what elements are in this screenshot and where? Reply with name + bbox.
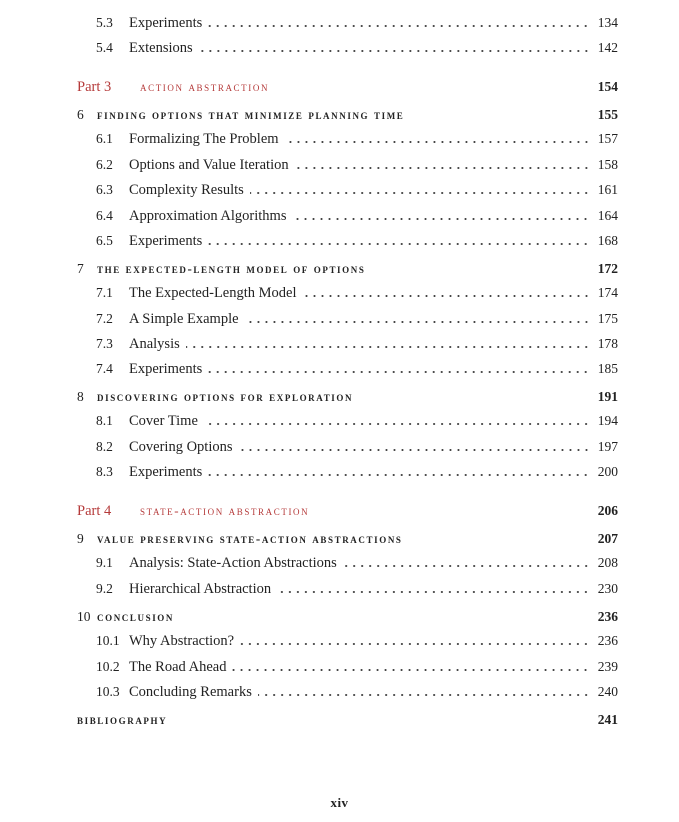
section-title: Covering Options [129, 439, 233, 455]
dot-leader [240, 639, 590, 649]
section-title: Concluding Remarks [129, 684, 252, 700]
toc-entry-chapter[interactable] [77, 261, 618, 281]
toc-entry-bibliography[interactable] [77, 712, 618, 732]
section-title: Approximation Algorithms [129, 208, 287, 224]
section-title: The Road Ahead [129, 659, 227, 675]
dot-leader [250, 188, 590, 198]
section-title: Options and Value Iteration [129, 157, 289, 173]
page-number: 208 [597, 555, 618, 570]
toc-entry-section[interactable] [96, 464, 618, 484]
chapter-title: finding options that minimize planning time [97, 107, 405, 122]
dot-leader [208, 239, 590, 249]
chapter-number: 7 [77, 261, 84, 276]
page-number: 200 [597, 464, 618, 479]
toc-entry-part[interactable] [77, 79, 618, 99]
page-number: 155 [597, 107, 618, 122]
section-number: 6.4 [96, 208, 113, 223]
toc-entry-section[interactable] [96, 182, 618, 202]
dot-leader [295, 163, 590, 173]
section-number: 5.4 [96, 40, 113, 55]
section-title: Experiments [129, 15, 203, 31]
page-number: 174 [597, 285, 618, 300]
toc-entry-chapter[interactable] [77, 531, 618, 551]
toc-entry-section[interactable] [96, 659, 618, 679]
toc-entry-section[interactable] [96, 131, 618, 151]
section-title: A Simple Example [129, 311, 239, 327]
section-number: 6.5 [96, 233, 113, 248]
page-number: 240 [597, 684, 618, 699]
toc-entry-section[interactable] [96, 311, 618, 331]
toc-entry-part[interactable] [77, 503, 618, 523]
section-title: Complexity Results [129, 182, 244, 198]
toc-entry-chapter[interactable] [77, 107, 618, 127]
page-number: 154 [597, 79, 618, 94]
bibliography-title: bibliography [77, 712, 168, 727]
page-number: 168 [597, 233, 618, 248]
page-number: 142 [597, 40, 618, 55]
toc-entry-section[interactable] [96, 15, 618, 35]
chapter-number: 10 [77, 609, 91, 624]
section-number: 9.1 [96, 555, 113, 570]
part-title: state-action abstraction [140, 503, 310, 518]
section-number: 7.2 [96, 311, 113, 326]
dot-leader [245, 317, 590, 327]
toc-entry-section[interactable] [96, 439, 618, 459]
section-number: 7.1 [96, 285, 113, 300]
page-number: 158 [597, 157, 618, 172]
page-number: 172 [597, 261, 618, 276]
toc-entry-section[interactable] [96, 233, 618, 253]
section-number: 8.3 [96, 464, 113, 479]
chapter-number: 9 [77, 531, 84, 546]
toc-entry-section[interactable] [96, 581, 618, 601]
section-title: Extensions [129, 40, 193, 56]
dot-leader [204, 419, 590, 429]
page-number: 191 [597, 389, 618, 404]
section-title: Experiments [129, 464, 203, 480]
dot-leader [232, 665, 590, 675]
page-number: 197 [597, 439, 618, 454]
dot-leader [258, 690, 590, 700]
dot-leader [277, 587, 590, 597]
dot-leader [303, 291, 591, 301]
section-number: 7.3 [96, 336, 113, 351]
section-number: 6.1 [96, 131, 113, 146]
page-number: 134 [597, 15, 618, 30]
page-number: 175 [597, 311, 618, 326]
section-number: 10.3 [96, 684, 120, 699]
page-number: 236 [597, 609, 618, 624]
dot-leader [343, 561, 590, 571]
chapter-title: value preserving state-action abstractions [97, 531, 403, 546]
toc-entry-section[interactable] [96, 413, 618, 433]
section-number: 8.2 [96, 439, 113, 454]
chapter-title: conclusion [97, 609, 175, 624]
toc-entry-section[interactable] [96, 361, 618, 381]
part-number: Part 3 [77, 79, 112, 95]
page-number: 206 [597, 503, 618, 518]
page-number: 194 [597, 413, 618, 428]
section-number: 10.1 [96, 633, 120, 648]
section-number: 10.2 [96, 659, 120, 674]
section-number: 5.3 [96, 15, 113, 30]
toc-entry-section[interactable] [96, 336, 618, 356]
toc-entry-section[interactable] [96, 555, 618, 575]
chapter-number: 8 [77, 389, 84, 404]
toc-entry-section[interactable] [96, 633, 618, 653]
section-title: Hierarchical Abstraction [129, 581, 272, 597]
section-number: 6.3 [96, 182, 113, 197]
dot-leader [239, 445, 590, 455]
chapter-number: 6 [77, 107, 84, 122]
chapter-title: the expected-length model of options [97, 261, 366, 276]
page-number: 230 [597, 581, 618, 596]
page-number: 161 [597, 182, 618, 197]
dot-leader [208, 367, 590, 377]
toc-entry-chapter[interactable] [77, 609, 618, 629]
page-number: 236 [597, 633, 618, 648]
dot-leader [208, 21, 590, 31]
page-number: 157 [597, 131, 618, 146]
part-number: Part 4 [77, 503, 112, 519]
page-number: 178 [597, 336, 618, 351]
section-number: 7.4 [96, 361, 113, 376]
page-number: 207 [597, 531, 618, 546]
section-number: 6.2 [96, 157, 113, 172]
section-title: Why Abstraction? [129, 633, 235, 649]
section-number: 9.2 [96, 581, 113, 596]
section-title: Analysis: State-Action Abstractions [129, 555, 337, 571]
toc-entry-section[interactable] [96, 157, 618, 177]
toc-entry-section[interactable] [96, 208, 618, 228]
part-title: action abstraction [140, 79, 270, 94]
dot-leader [285, 137, 590, 147]
dot-leader [199, 46, 590, 56]
dot-leader [208, 470, 590, 480]
section-title: Experiments [129, 233, 203, 249]
dot-leader [292, 214, 590, 224]
page-folio: xiv [330, 795, 349, 810]
toc-entry-section[interactable] [96, 285, 618, 305]
page-number: 241 [597, 712, 618, 727]
toc-entry-section[interactable] [96, 40, 618, 60]
page-number: 185 [597, 361, 618, 376]
page-number: 239 [597, 659, 618, 674]
section-title: Analysis [129, 336, 180, 352]
section-title: Formalizing The Problem [129, 131, 279, 147]
section-number: 8.1 [96, 413, 113, 428]
section-title: Cover Time [129, 413, 198, 429]
toc-entry-chapter[interactable] [77, 389, 618, 409]
page-number: 164 [597, 208, 618, 223]
dot-leader [186, 342, 590, 352]
section-title: Experiments [129, 361, 203, 377]
chapter-title: discovering options for exploration [97, 389, 354, 404]
section-title: The Expected-Length Model [129, 285, 297, 301]
toc-entry-section[interactable] [96, 684, 618, 704]
